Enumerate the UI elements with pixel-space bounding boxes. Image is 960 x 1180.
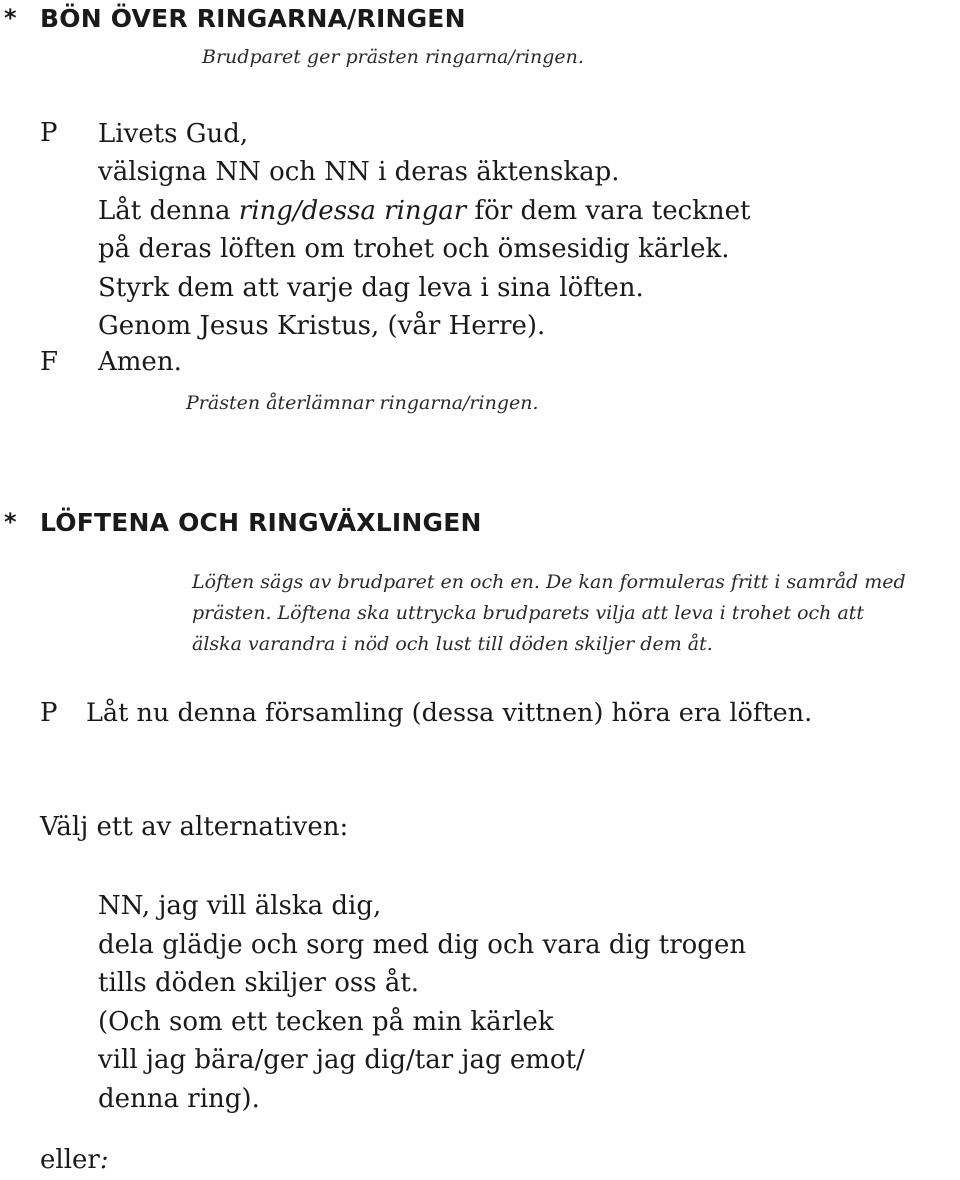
response-amen: Amen. [98,347,182,377]
prayer-line: Låt denna ring/dessa ringar för dem vara tecknet [98,195,751,226]
vow-line: vill jag bära/ger jag dig/tar jag emot/ [98,1045,585,1076]
vow-invitation: Låt nu denna församling (dessa vittnen) höra era löften. [86,698,813,728]
vow-line: (Och som ett tecken på min kärlek [98,1006,554,1037]
choose-alternative-label: Välj ett av alternativen: [40,812,349,842]
vow-alternative [98,887,746,1119]
rubric-vows [192,567,906,660]
prayer-line: Livets Gud, [98,119,249,149]
prayer-line: Styrk dem att varje dag leva i sina löften. [98,272,644,303]
or-label: eller: [40,1145,109,1175]
section-heading-vows: LÖFTENA OCH RINGVÄXLINGEN [40,508,482,537]
rubric-line: prästen. Löftena ska uttrycka brudparets vilja att leva i trohet och att [192,602,865,624]
prayer-line: på deras löften om trohet och ömsesidig kärlek. [98,234,730,265]
required-star: * [4,508,17,536]
rubric-line: Löften sägs av brudparet en och en. De kan formuleras fritt i samråd med [192,571,906,593]
speaker-priest: P [40,118,58,148]
rubric-ring-return: Prästen återlämnar ringarna/ringen. [186,392,539,414]
speaker-priest: P [40,698,58,728]
rubric-ring-handover: Brudparet ger prästen ringarna/ringen. [202,46,584,68]
rubric-line: älska varandra i nöd och lust till döden skiljer dem åt. [192,633,713,655]
section-heading-ring-prayer: BÖN ÖVER RINGARNA/RINGEN [40,4,466,33]
vow-line: tills döden skiljer oss åt. [98,968,420,999]
vow-line: NN, jag vill älska dig, [98,891,382,921]
prayer-line: välsigna NN och NN i deras äktenskap. [98,157,620,188]
vow-line: dela glädje och sorg med dig och vara dig trogen [98,929,747,960]
speaker-congregation: F [40,347,59,377]
vow-line: denna ring). [98,1083,260,1114]
prayer-line-italic: ring/dessa ringar [238,195,467,226]
ring-prayer [98,115,751,345]
required-star: * [4,4,17,32]
or-colon: : [99,1145,109,1175]
prayer-line: Genom Jesus Kristus, (vår Herre). [98,311,546,342]
